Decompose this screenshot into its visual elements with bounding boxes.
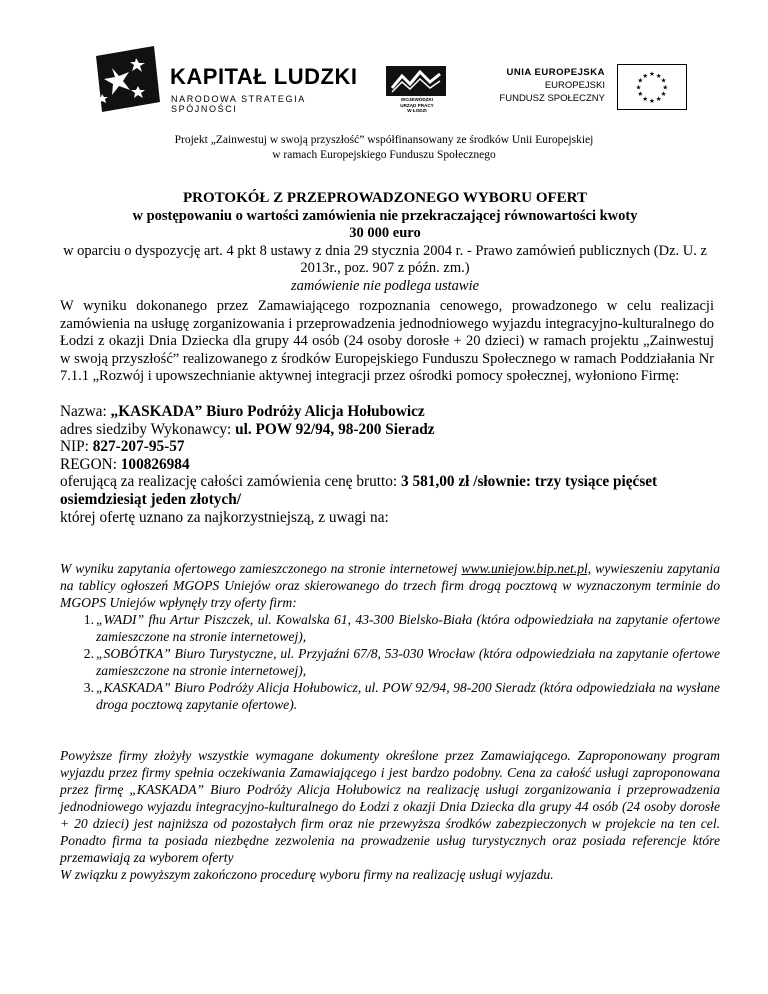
company-name: „KASKADA” Biuro Podróży Alicja Hołubowicz	[110, 403, 425, 420]
company-price-line	[60, 473, 720, 508]
company-price-label: oferującą za realizację całości zamówienia cenę brutto:	[60, 473, 401, 491]
project-info	[0, 133, 768, 163]
justification-paragraph: Powyższe firmy złożyły wszystkie wymagane dokumenty określone przez Zamawiającego. Zaproponowany program wyjazdu przez firmy spełnia oczekiwania Zamawiającego i jest bardzo podobny. Cena za całość usługi zaproponowana przez firmę „KASKADA” Biuro Podróży Alicja Hołubowicz na realizację usługi zorganizowania i przeprowadzenia jednodniowego wyjazdu integracyjno-kulturalnego do Łodzi z okazji Dnia Dziecka dla grupy 44 osób (24 osoby dorosłe + 20 dzieci) jest najniższa od pozostałych firm oraz nie przewyższa środków zabezpieczonych w projekcie na ten cel. Ponadto firma ta posiada niezbędne zezwolenia na prowadzenie usług turystycznych oraz posiada referencje które przemawiają za wyborem oferty	[60, 748, 720, 865]
company-nip-label: NIP:	[60, 438, 93, 456]
wup-line-1: WOJEWÓDZKI	[400, 97, 434, 102]
wup-line-2: URZĄD PRACY	[400, 102, 434, 108]
inquiry-url-link[interactable]: www.uniejow.bip.net.pl,	[461, 561, 592, 576]
eu-star-icon: ★	[642, 95, 649, 103]
company-address-line	[60, 421, 720, 439]
offer-number: 2.	[83, 646, 94, 661]
company-address-label: adres siedziby Wykonawcy:	[60, 420, 236, 438]
eu-star-icon: ★	[655, 95, 662, 103]
selected-company	[60, 403, 720, 526]
list-item	[60, 611, 720, 645]
protocol-title: PROTOKÓŁ Z PRZEPROWADZONEGO WYBORU OFERT	[183, 190, 587, 206]
inquiry-paragraph	[60, 560, 720, 611]
eu-star-icon: ★	[637, 77, 644, 85]
project-line-2: w ramach Europejskiego Funduszu Społecznego	[272, 149, 496, 161]
inquiry-lead: W wyniku zapytania ofertowego zamieszczonego na stronie internetowej	[60, 561, 462, 576]
kapital-ludzki-subtitle: NARODOWA STRATEGIA SPÓJNOŚCI	[171, 94, 306, 114]
company-address: ul. POW 92/94, 98-200 Sieradz	[235, 420, 435, 438]
eu-star-icon: ★	[649, 97, 655, 105]
protocol-note: zamówienie nie podlega ustawie	[290, 277, 480, 294]
company-regon: 100826984	[120, 455, 190, 473]
protocol-subtitle: w postępowaniu o wartości zamówienia nie przekraczającej równowartości kwoty	[132, 207, 638, 224]
wup-label	[386, 97, 448, 114]
wup-logo	[386, 66, 448, 118]
justification-section	[60, 747, 720, 883]
eu-star-icon: ★	[662, 84, 669, 92]
eu-line-1: UNIA EUROPEJSKA	[506, 67, 605, 78]
kapital-ludzki-title: KAPITAŁ LUDZKI	[170, 64, 358, 89]
eu-flag-icon	[617, 64, 687, 110]
intro-paragraph: W wyniku dokonanego przez Zamawiającego rozpoznania cenowego, prowadzonego w celu realizacji zamówienia na usługę zorganizowania i przeprowadzenia jednodniowego wyjazdu integracyjno-kulturalnego do Łodzi z okazji Dnia Dziecka dla grupy 44 osób (24 osoby dorosłe + 20 dzieci) w ramach projektu „Zainwestuj w swoją przyszłość” realizowanego z środków Europejskiego Funduszu Społecznego w ramach Poddziałania Nr 7.1.1 „Rozwój i upowszechnianie aktywnej integracji przez ośrodki pomocy społecznej, wyłoniono Firmę:	[60, 298, 714, 385]
wup-line-3: W ŁODZI	[407, 108, 427, 114]
eu-star-icon: ★	[649, 71, 655, 78]
eu-star-icon: ★	[660, 91, 667, 99]
company-name-label: Nazwa:	[60, 403, 111, 420]
eu-logo	[495, 66, 695, 116]
list-item	[60, 679, 720, 713]
list-item	[60, 645, 720, 679]
eu-line-2: EUROPEJSKI	[544, 80, 605, 91]
protocol-title-block	[60, 190, 710, 295]
company-nip-line	[60, 438, 720, 456]
offers-list	[60, 611, 720, 713]
eu-star-icon: ★	[637, 91, 644, 99]
eu-star-icon: ★	[660, 77, 667, 85]
eu-star-icon: ★	[642, 72, 649, 80]
wup-emblem-icon	[386, 66, 446, 96]
offer-text: „KASKADA” Biuro Podróży Alicja Hołubowicz, ul. POW 92/94, 98-200 Sieradz (która odpowiedziała na wysłane droga pocztową zapytanie ofertowe).	[96, 680, 720, 712]
protocol-legal-basis: w oparciu o dyspozycję art. 4 pkt 8 ustawy z dnia 29 stycznia 2004 r. - Prawo zamówień publicznych (Dz. U. z 2013r., poz. 907 z późn. zm.)	[63, 242, 707, 276]
offer-number: 3.	[83, 680, 94, 695]
offer-number: 1.	[83, 612, 94, 627]
protocol-amount: 30 000 euro	[349, 225, 421, 241]
eu-star-icon: ★	[635, 84, 642, 92]
kapital-ludzki-emblem-icon	[92, 46, 162, 114]
eu-star-icon: ★	[655, 72, 662, 80]
company-regon-label: REGON:	[60, 455, 121, 473]
company-regon-line	[60, 456, 720, 474]
inquiry-rest: wywieszeniu zapytania na tablicy ogłoszeń MGOPS Uniejów oraz skierowanego do trzech firm drogą pocztową w wyznaczonym terminie do MGOPS Uniejów wpłynęły trzy oferty firm:	[60, 561, 720, 610]
company-nip: 827-207-95-57	[92, 438, 185, 456]
inquiry-section	[60, 560, 720, 713]
company-name-line	[60, 403, 720, 421]
award-closing: której ofertę uznano za najkorzystniejszą, z uwagi na:	[60, 508, 389, 526]
eu-label	[495, 66, 605, 105]
project-line-1: Projekt „Zainwestuj w swoją przyszłość” współfinansowany ze środków Unii Europejskiej	[174, 134, 594, 146]
eu-line-3: FUNDUSZ SPOŁECZNY	[499, 93, 605, 104]
kapital-ludzki-logo	[92, 46, 362, 116]
company-price: 3 581,00 zł /słownie: trzy tysiące pięćset osiemdziesiąt jeden złotych/	[60, 473, 658, 508]
offer-text: „WADI” fhu Artur Piszczek, ul. Kowalska 61, 43-300 Bielsko-Biała (która odpowiedziała na zapytanie ofertowe zamieszczone na stronie internetowej),	[96, 612, 720, 644]
offer-text: „SOBÓTKA” Biuro Turystyczne, ul. Przyjaźni 67/8, 53-030 Wrocław (która odpowiedziała na zapytanie ofertowe zamieszczone na stronie internetowej),	[96, 646, 720, 678]
conclusion-paragraph: W związku z powyższym zakończono procedurę wyboru firmy na realizację usługi wyjazdu.	[60, 867, 554, 882]
